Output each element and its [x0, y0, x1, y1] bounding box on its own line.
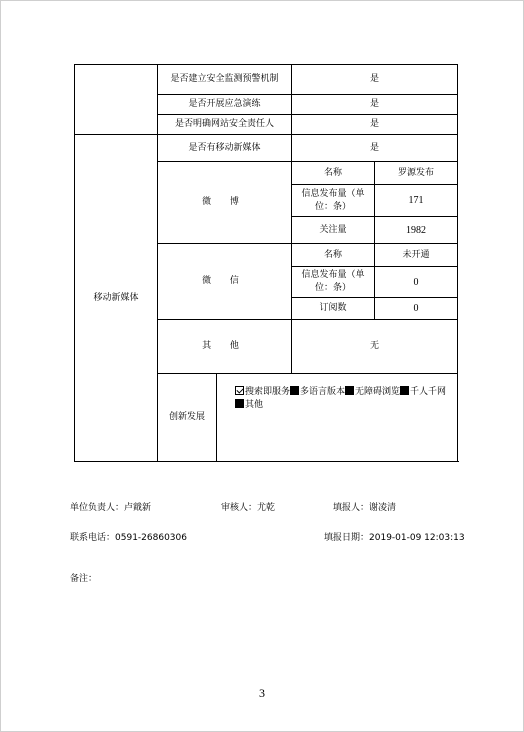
row-monitor	[75, 65, 458, 95]
page-number: 3	[259, 686, 265, 700]
row-has-mobile	[75, 135, 458, 162]
phone	[70, 530, 187, 543]
option-label: 无障碍浏览	[355, 387, 401, 397]
innovation-options	[217, 374, 458, 462]
unit-head-label: 单位负责人：	[70, 503, 125, 513]
option-search-service[interactable]	[235, 386, 290, 399]
has-mobile-label: 是否有移动新媒体	[158, 135, 292, 162]
wechat-name-label: 名称	[292, 244, 375, 267]
wechat-subs-label: 订阅数	[292, 298, 375, 320]
weibo-followers-label: 关注量	[292, 217, 375, 244]
weibo-label: 微 博	[158, 162, 292, 244]
report-table	[74, 64, 458, 462]
drill-label: 是否开展应急演练	[158, 95, 292, 115]
weibo-name-label: 名称	[292, 162, 375, 185]
unit-head	[70, 500, 151, 513]
reviewer-value: 尤乾	[257, 503, 276, 513]
date-label: 填报日期：	[324, 533, 370, 543]
monitor-value: 是	[292, 65, 458, 95]
innovation-label: 创新发展	[158, 374, 217, 462]
option-other[interactable]	[235, 399, 263, 412]
owner-value: 是	[292, 115, 458, 135]
wechat-label: 微 信	[158, 244, 292, 320]
option-label: 多语言版本	[300, 387, 346, 397]
checkbox-icon[interactable]	[290, 386, 299, 395]
option-accessibility[interactable]	[345, 386, 400, 399]
checkbox-icon[interactable]	[235, 386, 244, 395]
weibo-posts-value: 171	[375, 185, 458, 217]
filler-value: 谢凌清	[369, 503, 397, 513]
notes	[70, 571, 97, 584]
checkbox-icon[interactable]	[400, 386, 409, 395]
option-label: 搜索即服务	[245, 387, 291, 397]
has-mobile-value: 是	[292, 135, 458, 162]
wechat-posts-value: 0	[375, 267, 458, 298]
filler-label: 填报人：	[333, 503, 370, 513]
wechat-posts-label: 信息发布量（单位：条）	[292, 267, 375, 298]
weibo-name-value: 罗源发布	[375, 162, 458, 185]
option-personalized[interactable]	[400, 386, 446, 399]
phone-label: 联系电话：	[70, 533, 116, 543]
checkbox-icon[interactable]	[345, 386, 354, 395]
option-multilingual[interactable]	[290, 386, 345, 399]
report-date	[324, 530, 465, 543]
notes-label: 备注：	[70, 574, 98, 584]
reviewer	[221, 500, 275, 513]
drill-value: 是	[292, 95, 458, 115]
option-label: 千人千网	[410, 387, 447, 397]
other-label: 其 他	[158, 320, 292, 374]
reviewer-label: 审核人：	[221, 503, 258, 513]
other-value: 无	[292, 320, 458, 374]
weibo-posts-label: 信息发布量（单位：条）	[292, 185, 375, 217]
mobile-section-label: 移动新媒体	[75, 135, 158, 462]
weibo-followers-value: 1982	[375, 217, 458, 244]
checkbox-icon[interactable]	[235, 399, 244, 408]
unit-head-value: 卢戭新	[124, 503, 152, 513]
wechat-subs-value: 0	[375, 298, 458, 320]
owner-label: 是否明确网站安全责任人	[158, 115, 292, 135]
phone-value: 0591-26860306	[115, 533, 187, 543]
monitor-label: 是否建立安全监测预警机制	[158, 65, 292, 95]
date-value: 2019-01-09 12:03:13	[369, 533, 465, 543]
wechat-name-value: 未开通	[375, 244, 458, 267]
section-blank-cell	[75, 65, 158, 135]
option-label: 其他	[245, 400, 264, 410]
filler	[333, 500, 396, 513]
